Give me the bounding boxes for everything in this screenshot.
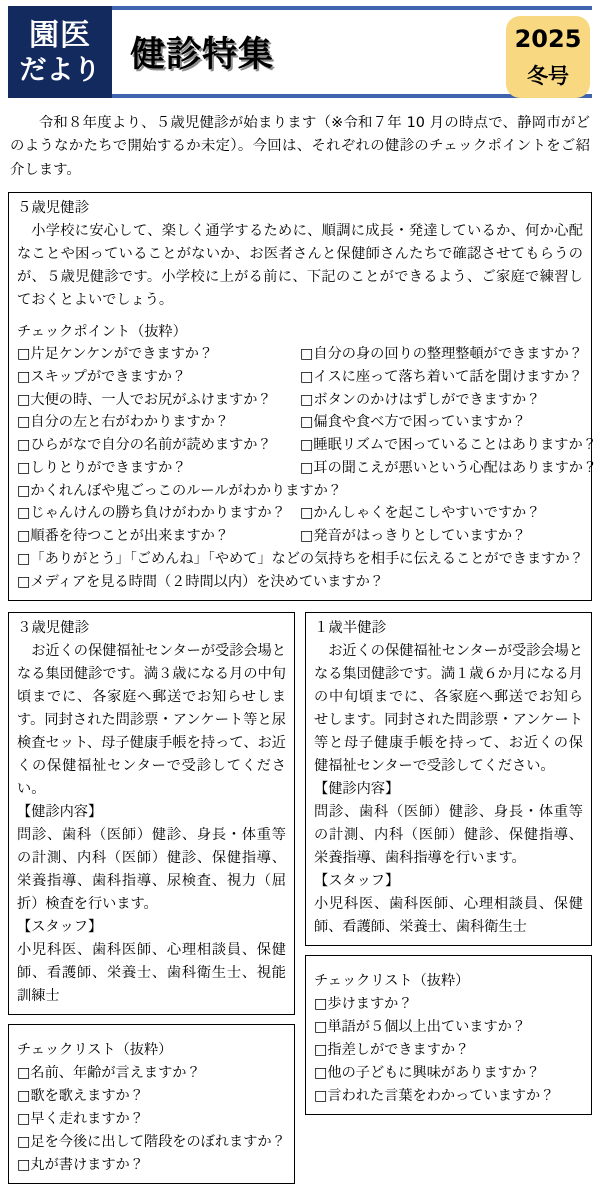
panel-5yo-checkup bbox=[8, 192, 598, 601]
panel-15mo-content-paragraph: 問診、歯科（医師）健診、身長・体重等の計測、内科（医師）健診、保健指導、栄養指導、歯科指導を行います。 bbox=[314, 803, 583, 866]
intro-text: 令和８年度より、５歳児健診が始まります（※令和７年 10 月の時点で、静岡市がどのようなかたちで開始するか未定）。今回は、それぞれの健診のチェックポイントをご紹介します。 bbox=[10, 115, 590, 178]
checklist-item[interactable]: □早く走れますか？ bbox=[17, 1110, 144, 1127]
panel-15mo-checkup bbox=[305, 612, 592, 946]
column-15mo bbox=[305, 612, 592, 1104]
panel-3yo-content-paragraph: 問診、歯科（医師）健診、身長・体重等の計測、内科（医師）健診、保健指導、栄養指導、歯科指導、尿検査、視力（屈折）検査を行います。 bbox=[17, 826, 286, 912]
checkpoint-item[interactable]: □かんしゃくを起こしやすいですか？ bbox=[300, 505, 541, 522]
intro-paragraph bbox=[10, 112, 590, 182]
panel-3yo-title: ３歳児健診 bbox=[17, 620, 89, 637]
panel-5yo-text: 小学校に安心して、楽しく通学するために、順調に成長・発達しているか、何か心配なことや困っていることがないか、お医者さんと保健師さんたちで確認させてもらうのが、５歳児健診です。小学校に上がる前に、下記のことができるよう、ご家庭で練習しておくとよいでしょう。 bbox=[17, 222, 583, 308]
panel-3yo-body bbox=[17, 640, 286, 801]
checklist-item[interactable]: □名前、年齢が言えますか？ bbox=[17, 1064, 201, 1081]
checkpoint-list bbox=[17, 343, 598, 593]
checklist-item[interactable]: □単語が５個以上出ていますか？ bbox=[314, 1018, 527, 1035]
panel-5yo-body bbox=[17, 220, 583, 312]
page-title: 健診特集 bbox=[130, 35, 275, 75]
issue-season: 冬号 bbox=[527, 63, 569, 88]
panel-3yo-staff-text bbox=[17, 939, 286, 1008]
checkpoint-item[interactable]: □偏食や食べ方で困っていますか？ bbox=[300, 414, 527, 431]
panel-3yo-text: お近くの保健福祉センターが受診会場となる集団健診です。満３歳になる月の中旬頃までに、各家庭へ郵送でお知らせします。同封された問診票・アンケート等と尿検査セット、母子健康手帳を持って、お近くの保健福祉センターで受診してください。 bbox=[17, 642, 286, 797]
panel-3yo-content-text bbox=[17, 824, 286, 916]
title-band bbox=[112, 6, 592, 98]
checkpoint-item[interactable]: □順番を待つことが出来ますか？ bbox=[17, 528, 230, 545]
panel-15mo-body bbox=[314, 640, 583, 778]
checkpoint-heading: チェックポイント（抜粋） bbox=[17, 323, 187, 340]
logo-line-2: だより bbox=[19, 54, 101, 86]
checkpoint-item[interactable]: □自分の左と右がわかりますか？ bbox=[17, 414, 230, 431]
issue-badge bbox=[506, 16, 590, 98]
logo-line-1: 園医 bbox=[29, 17, 91, 53]
checkpoint-item[interactable]: □耳の聞こえが悪いという心配はありますか？ bbox=[300, 459, 598, 476]
panel-15mo-title: １歳半健診 bbox=[314, 620, 386, 637]
checklist-item[interactable]: □丸が書けますか？ bbox=[17, 1156, 144, 1173]
checklist-3yo-items bbox=[17, 1062, 286, 1177]
panel-5yo-title: ５歳児健診 bbox=[17, 199, 89, 216]
checkpoint-item[interactable]: □しりとりができますか？ bbox=[17, 459, 187, 476]
checkpoint-item[interactable]: □スキップができますか？ bbox=[17, 369, 187, 386]
checkpoint-item[interactable]: □発音がはっきりとしていますか？ bbox=[300, 528, 527, 545]
panel-3yo-staff-heading: 【スタッフ】 bbox=[17, 918, 103, 935]
checklist-item[interactable]: □言われた言葉をわかっていますか？ bbox=[314, 1087, 555, 1104]
checkpoint-item[interactable]: □じゃんけんの勝ち負けがわかりますか？ bbox=[17, 505, 286, 522]
checklist-item[interactable]: □歌を歌えますか？ bbox=[17, 1087, 144, 1104]
checkpoint-item bbox=[300, 480, 583, 503]
checkpoint-item[interactable]: □ボタンのかけはずしができますか？ bbox=[300, 391, 541, 408]
panel-15mo-content-heading: 【健診内容】 bbox=[314, 780, 400, 797]
panel-15mo-staff-paragraph: 小児科医、歯科医師、心理相談員、保健師、看護師、栄養士、歯科衛生士 bbox=[314, 895, 583, 935]
panel-15mo-checklist bbox=[305, 955, 592, 1115]
checkpoint-item[interactable]: □「ありがとう」「ごめんね」「やめて」などの気持ちを相手に伝えることができますか？ bbox=[17, 550, 584, 567]
panel-3yo-staff-paragraph: 小児科医、歯科医師、心理相談員、保健師、看護師、栄養士、歯科衛生士、視能訓練士 bbox=[17, 941, 286, 1004]
newsletter-header bbox=[8, 6, 592, 98]
panel-15mo-staff-heading: 【スタッフ】 bbox=[314, 872, 400, 889]
checkpoint-item[interactable]: □大便の時、一人でお尻がふけますか？ bbox=[17, 391, 272, 408]
panel-3yo-content-heading: 【健診内容】 bbox=[17, 803, 103, 820]
checkpoint-item[interactable]: □かくれんぼや鬼ごっこのルールがわかりますか？ bbox=[17, 482, 342, 499]
checkpoint-item[interactable]: □睡眠リズムで困っていることはありますか？ bbox=[300, 437, 597, 454]
checkpoint-item[interactable]: □メディアを見る時間（２時間以内）を決めていますか？ bbox=[17, 573, 384, 590]
panel-15mo-staff-text bbox=[314, 893, 583, 939]
checklist-3yo-heading: チェックリスト（抜粋） bbox=[17, 1041, 173, 1058]
panel-3yo-checkup bbox=[8, 612, 295, 1015]
checklist-item[interactable]: □歩けますか？ bbox=[314, 995, 413, 1012]
panel-15mo-content-text bbox=[314, 801, 583, 870]
publication-logo bbox=[8, 6, 112, 98]
checklist-item[interactable]: □足を今後に出して階段をのぼれますか？ bbox=[17, 1133, 286, 1150]
column-3yo bbox=[8, 612, 295, 1173]
checklist-item[interactable]: □指差しができますか？ bbox=[314, 1041, 470, 1058]
checklist-item[interactable]: □他の子どもに興味がありますか？ bbox=[314, 1064, 541, 1081]
checkpoint-item[interactable]: □片足ケンケンができますか？ bbox=[17, 346, 214, 363]
checkpoint-item[interactable]: □イスに座って落ち着いて話を聞けますか？ bbox=[300, 369, 583, 386]
checkpoint-item[interactable]: □自分の身の回りの整理整頓ができますか？ bbox=[300, 346, 583, 363]
lower-panels bbox=[8, 612, 592, 1173]
panel-3yo-checklist bbox=[8, 1024, 295, 1184]
checklist-15mo-items bbox=[314, 993, 583, 1108]
issue-year: 2025 bbox=[514, 25, 582, 54]
panel-15mo-text: お近くの保健福祉センターが受診会場となる集団健診です。満１歳６か月になる月の中旬頃までに、各家庭へ郵送でお知らせします。同封された問診票・アンケート等と母子健康手帳を持って、お近くの保健福祉センターで受診してください。 bbox=[314, 642, 583, 774]
checkpoint-item[interactable]: □ひらがなで自分の名前が読めますか？ bbox=[17, 437, 272, 454]
checklist-15mo-heading: チェックリスト（抜粋） bbox=[314, 972, 470, 989]
